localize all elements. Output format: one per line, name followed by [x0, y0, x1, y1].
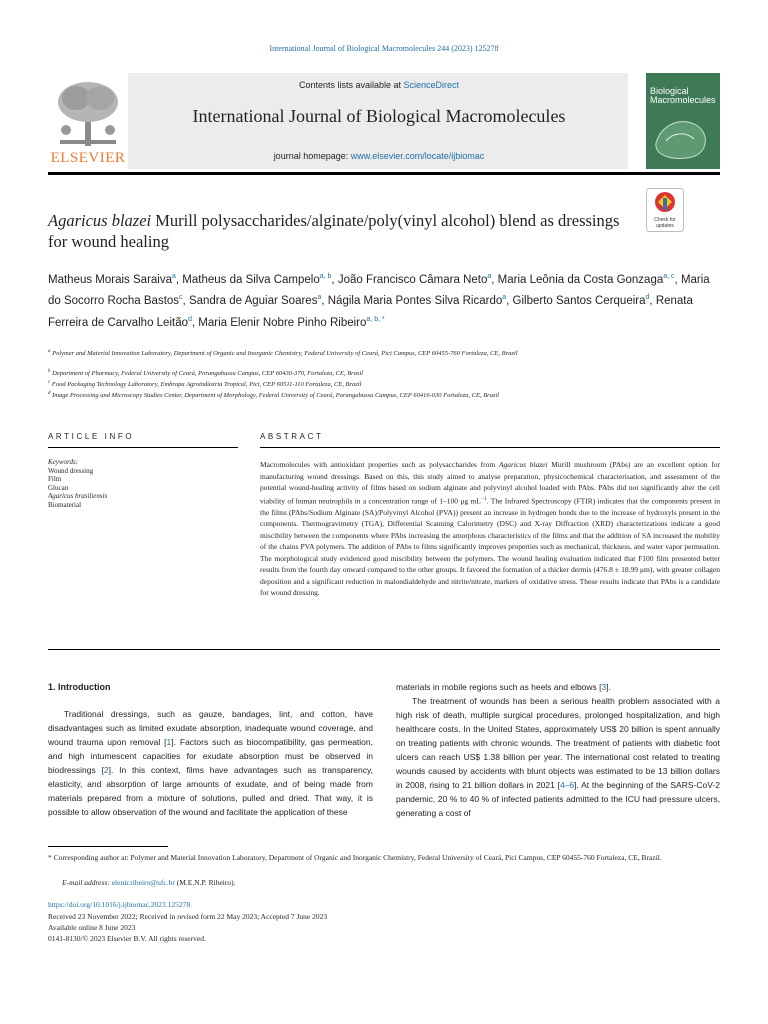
abstract-superscript: −1: [480, 495, 487, 502]
copyright-line: 0141-8130/© 2023 Elsevier B.V. All rights reserved.: [48, 934, 206, 943]
cover-art-icon: [652, 113, 714, 161]
abstract-part: Macromolecules with antioxidant properties such as polysaccharides from: [260, 460, 499, 469]
email-link[interactable]: elenir.ribeiro@ufc.br: [111, 878, 175, 887]
author-affiliation-marker[interactable]: a: [487, 273, 492, 280]
author-name[interactable]: Maria do Socorro Rocha Bastos: [48, 273, 710, 308]
homepage-link[interactable]: www.elsevier.com/locate/ijbiomac: [350, 151, 485, 161]
doi-link[interactable]: https://doi.org/10.1016/j.ijbiomac.2023.125278: [48, 900, 191, 909]
doi-line: [48, 899, 720, 910]
check-for-updates-icon[interactable]: [646, 188, 684, 232]
abstract-rule: [260, 447, 720, 448]
header-rule: [48, 172, 720, 175]
intro-text: ]. In this context, films have advantages such as transparency, elasticity, and absorption of large amounts of exudate, and of being made from materials prepared from a mixture of solutions, pulled and dried. That way, it is possible to allow observation of the wound and facilitate the application of these: [48, 765, 373, 817]
contents-prefix: Contents lists available at: [298, 80, 404, 90]
author-affiliation-marker[interactable]: a, c: [663, 273, 675, 280]
author-list: Matheus Morais Saraiva$^a$, Matheus da Silva Campelo$^{a, b}$, João Francisco Câmara Neto$^a$, Maria Leônia da Costa Gonzaga$^{a, c}$, Maria do Socorro Rocha Bastos$^c$, Sandra de Aguiar Soares$^a$, Nágila Maria Pontes Silva Ricardo$^a$, Gilberto Santos Cerqueira$^d$, Renata Ferreira de Carvalho Leitão$^d$, Maria Elenir Nobre Pinho Ribeiro$^{a, b, *}$: [48, 273, 710, 329]
email-label: E-mail address:: [62, 878, 112, 887]
author-affiliation-marker[interactable]: d: [188, 315, 192, 323]
author-name[interactable]: Matheus Morais Saraiva: [48, 273, 172, 286]
keywords-label: Keywords:: [48, 458, 79, 466]
received-dates: Received 23 November 2022; Received in revised form 22 May 2023; Accepted 7 June 2023: [48, 912, 328, 921]
abstract-part: Murill mushroom (PAbs) are an excellent option for manufacturing wound dressings. Based on this, this study aimed to analyse preparation, physicochemical characterisation, and assessment of the potential wound-healing activity of films based on sodium alginate and polyvinyl alcohol loaded with PAbs. PAbs did not significantly alter the cell viability of human neutrophils in a concentration range of 1–100 μg mL: [260, 460, 720, 505]
author-name[interactable]: Renata Ferreira de Carvalho Leitão: [48, 295, 693, 329]
journal-citation[interactable]: International Journal of Biological Macromolecules 244 (2023) 125278: [269, 44, 499, 53]
cover-title: Biological Macromolecules: [650, 86, 716, 105]
affiliation-d: [48, 389, 720, 401]
intro-text: materials in mobile regions such as heels and elbows [: [396, 682, 602, 692]
intro-left-column: [48, 707, 373, 819]
keyword: Film: [48, 475, 62, 483]
intro-text: Traditional dressings, such as gauze, bandages, lint, and cotton, have disadvantages such as limited exudate absorption, inadequate wound coverage, and wound trauma upon removal [: [48, 709, 373, 747]
keywords-block: [48, 458, 238, 509]
sciencedirect-link[interactable]: ScienceDirect: [403, 80, 460, 90]
abstract-bottom-rule: [48, 649, 720, 650]
author-name[interactable]: Maria Elenir Nobre Pinho Ribeiro: [198, 316, 367, 329]
article-info-heading: ARTICLE INFO: [48, 432, 135, 441]
author-affiliation-marker[interactable]: a: [172, 273, 176, 280]
author-name[interactable]: Maria Leônia da Costa Gonzaga: [497, 273, 664, 286]
abstract-species: Agaricus blazei: [498, 460, 548, 469]
keyword: Agaricus brasiliensis: [48, 492, 108, 500]
journal-cover-thumbnail[interactable]: [646, 73, 720, 169]
affiliation-c: [48, 378, 720, 390]
contents-line: [130, 80, 628, 90]
author-affiliation-marker[interactable]: a, b, *: [366, 315, 385, 323]
author-affiliation-marker[interactable]: d: [645, 294, 650, 302]
title-species: Agaricus blazei: [48, 211, 152, 230]
keyword: Wound dressing: [48, 466, 94, 475]
journal-homepage: [130, 151, 628, 161]
intro-right-column: [396, 680, 720, 820]
affiliation-text: Department of Pharmacy, Federal University of Ceará, Porangabussu Campus, CEP 60430-370, Fortaleza, CE, Brasil: [52, 370, 364, 378]
intro-text: ]. At the beginning of the SARS-CoV-2 pandemic, 20 % to 40 % of infected patients admitted to the ICU had pressure ulcers, generating a cost of: [396, 780, 720, 818]
intro-text: The treatment of wounds has been a serious health problem associated with a high risk of death, multiple surgical procedures, prolonged hospitalization, and high healthcare costs. In the United States, approximately US$ 20 billion is spent annually on treating patients with chronic wounds. The treatment of patients with diabetic foot ulcers can reach US$ 1.38 billion per year. The international cost related to treating wounds caused by accidents with blunt objects was estimated to be 13 billion dollars in 2008, rising to 21 billion dollars in 2021 [: [396, 696, 720, 790]
citation-link[interactable]: 4–6: [559, 780, 575, 790]
author-affiliation-marker[interactable]: c: [179, 294, 183, 302]
affiliation-b: [48, 367, 720, 379]
title-rest: Murill polysaccharides/alginate/poly(vinyl alcohol) blend as dressings for wound healing: [48, 211, 620, 251]
keyword: Glucan: [48, 483, 69, 492]
affiliation-marker: b: [48, 369, 51, 374]
intro-text: ]. Factors such as biocompatibility, gas permeation, and high intumescent capacities for exudate absorption must be observed in biodressings [: [48, 737, 373, 775]
svg-text:updates: updates: [656, 223, 674, 229]
keyword: Biomaterial: [48, 500, 82, 509]
journal-title: International Journal of Biological Macromolecules: [192, 106, 566, 126]
citation-link[interactable]: 1: [166, 737, 172, 747]
elsevier-tree-icon: [50, 78, 126, 150]
footnote-rule: [48, 846, 168, 847]
section-heading-introduction: 1. Introduction: [48, 682, 111, 692]
article-title: [48, 210, 628, 252]
email-suffix: (M.E.N.P. Ribeiro).: [174, 878, 236, 887]
svg-text:Check for: Check for: [654, 217, 676, 223]
intro-paragraph: [396, 694, 720, 820]
email-line: [62, 877, 662, 888]
article-info-rule: [48, 447, 238, 448]
author-name[interactable]: João Francisco Câmara Neto: [337, 273, 488, 286]
affiliation-text: Image Processing and Microscopy Studies Center, Department of Morphology, Federal University of Ceará, Porangabussu Campus, CEP 60416-030 Fortaleza, CE, Brazil: [52, 392, 500, 400]
author-name[interactable]: Gilberto Santos Cerqueira: [512, 295, 646, 308]
affiliation-marker: d: [48, 391, 51, 396]
abstract-text: [260, 459, 720, 599]
citation-link[interactable]: 3: [601, 682, 607, 692]
author-name[interactable]: Sandra de Aguiar Soares: [188, 295, 318, 308]
affiliation-marker: c: [48, 380, 51, 385]
affiliation-a: [48, 347, 720, 359]
author-name[interactable]: Matheus da Silva Campelo: [182, 273, 320, 286]
affiliation-text: Food Packaging Technology Laboratory, Embrapa Agroindústria Tropical, Pici, CEP 60511-110 Fortaleza, CE, Brazil: [51, 381, 362, 389]
affiliation-marker: a: [48, 349, 51, 354]
intro-text: ].: [606, 682, 611, 692]
publisher-name: ELSEVIER: [50, 150, 126, 166]
author-affiliation-marker[interactable]: a: [317, 294, 322, 302]
author-name[interactable]: Nágila Maria Pontes Silva Ricardo: [327, 295, 503, 308]
author-affiliation-marker[interactable]: a, b: [319, 273, 332, 280]
corresponding-author-note: * Corresponding author at: Polymer and Material Innovation Laboratory, Department of Organic and Inorganic Chemistry, Federal University of Ceará, Pici Campus, CEP 60455-760 Fortaleza, CE, Brazil.: [48, 853, 662, 862]
homepage-prefix: journal homepage:: [273, 151, 351, 161]
abstract-part: . The Infrared Spectroscopy (FTIR) indicates that the components present in the films (PAbs/Sodium Alginate (SA)/Polyvinyl Alcohol (PVA)) present an increase in hydrogen bonds due to the increase of hydroxyls present in the components. Thermogravimetry (TGA), Differential Scanning Calorimetry (DSC) and X-ray Diffraction (XRD) characterizations indicate a good miscibility between the components where PAbs increasing the amorphous characteristics of the films and that the addition of SA increased the mobility of the chains PVA polymers. The addition of PAbs to films significantly improves properties such as mechanical, thickness, and water vapor permeation. The morphological study evidenced good miscibility between the polymers. The wound healing evaluation indicated that F100 film presented better results from the fourth day onward compared to the other groups. It favored the formation of a thicker dermis (476.8 ± 18.99 μm), with greater collagen deposition and a significant reduction in malondialdehyde and nitrite/nitrate, markers of oxidative stress. These results indicate that PAbs is a candidate for wound dressing.: [260, 496, 720, 597]
citation-link[interactable]: 2: [103, 765, 109, 775]
affiliation-text: Polymer and Material Innovation Laboratory, Department of Organic and Inorganic Chemistry, Federal University of Ceará, Pici Campus, CEP 60455-760 Fortaleza, CE, Brazil: [52, 350, 518, 358]
available-online: Available online 8 June 2023: [48, 923, 136, 932]
author-affiliation-marker[interactable]: a: [502, 294, 507, 302]
abstract-heading: ABSTRACT: [260, 432, 324, 441]
intro-paragraph: [396, 680, 720, 694]
